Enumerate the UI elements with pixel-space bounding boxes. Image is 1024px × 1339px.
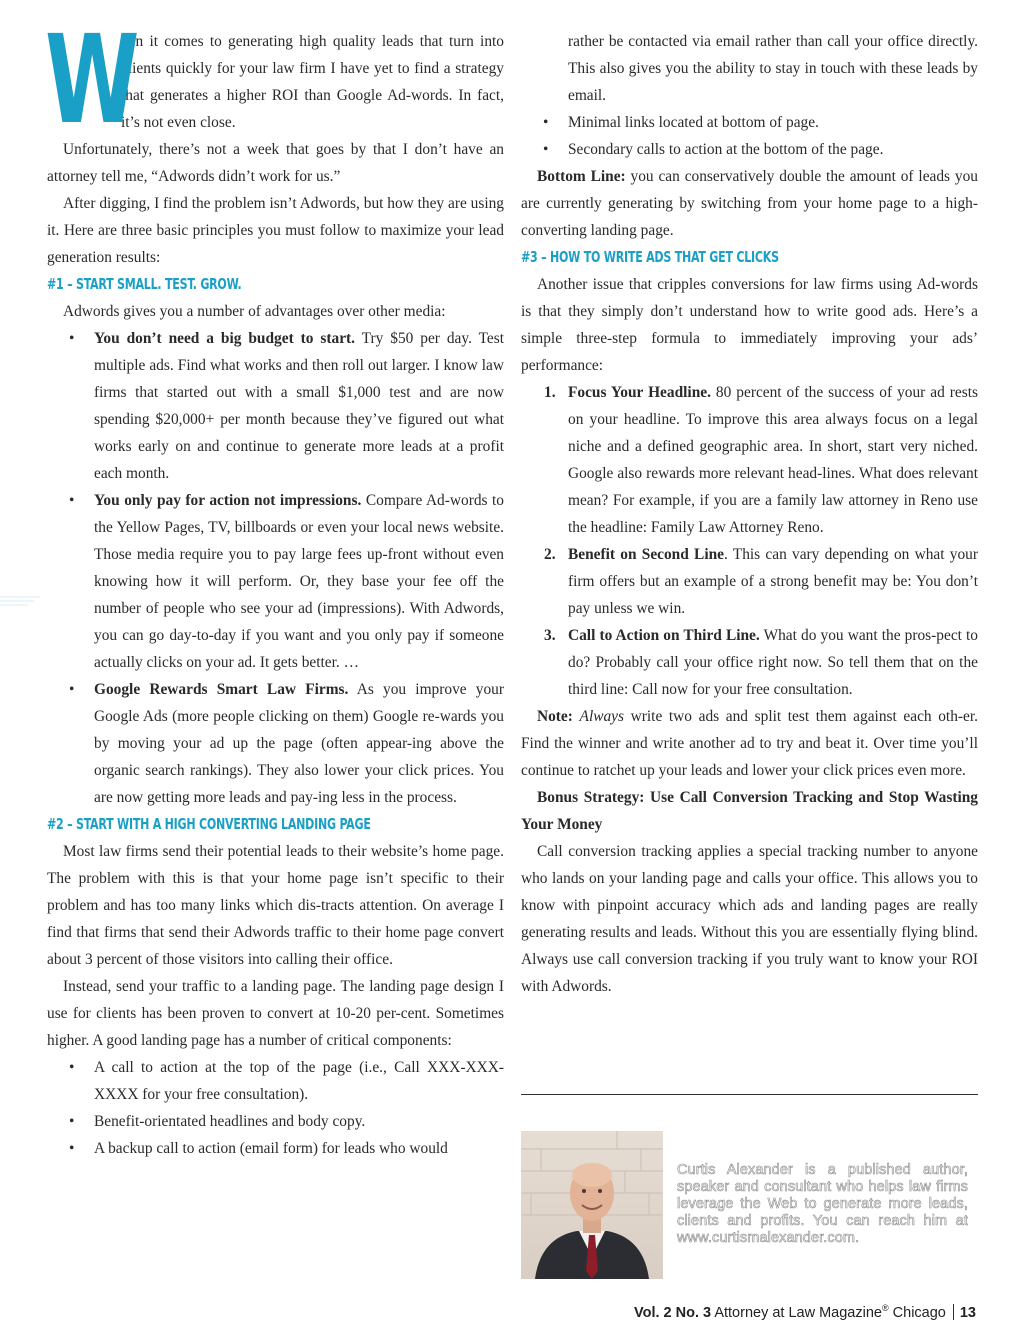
author-portrait-graphic [521,1131,663,1279]
body-paragraph: Call conversion tracking applies a special tracking number to anyone who lands on your landing page and calls your office. This allows you to know with pinpoint accuracy which ads and landing pages are really generating results and leads. Without this you are essentially flying blind. Always use call conversion tracking if you truly want to know your ROI with Adwords. [521,843,978,995]
magazine-city: Chicago [888,1304,946,1321]
body-paragraph: Instead, send your traffic to a landing page. The landing page design I use for clients has been proven to convert at 10-20 per-cent. Sometimes higher. A good landing page has a number of critical components: [47,978,504,1049]
list-item [47,325,504,487]
bonus-heading [521,784,978,838]
list-item-continued: rather be contacted via email rather than call your office directly. This also gives you the ability to stay in touch with these leads by email. [568,33,978,104]
list-item: • A call to action at the top of the page (i.e., Call XXX-XXX-XXXX for your free consultation). [47,1054,504,1108]
body-paragraph: Another issue that cripples conversions for law firms using Ad-words is that they simply don’t understand how to write good ads. Here’s a simple three-step formula to immediately improving your ads’ performance: [521,276,978,374]
list-item-bold: Google Rewards Smart Law Firms. [94,681,349,698]
bonus-heading-text: Bonus Strategy: Use Call Conversion Tracking and Stop Wasting Your Money [521,789,978,833]
step-bold: Focus Your Headline. [568,384,711,401]
section-heading: #3 – HOW TO WRITE ADS THAT GET CLICKS [521,248,779,266]
author-bio: Curtis Alexander is a published author, speaker and consultant who helps law firms leverage the Web to generate more leads, clients and profits. You can reach him at www.curtismalexander.com. [677,1162,968,1246]
list-item [521,379,978,541]
list-item-text: Compare Ad-words to the Yellow Pages, TV, billboards or even your local news website. Those media require you to pay large fees up-front without even knowing how it will perform. Or, they base your fee off the number of people who see your ad (impressions). With Adwords, you can go day-to-day if you want and you only pay if someone actually clicks on your ad. It gets better. … [94,492,504,671]
components-list-continued [521,109,978,163]
list-item: • Minimal links located at bottom of page. [521,109,978,136]
list-item: • A backup call to action (email form) for leads who would [47,1135,504,1162]
intro-paragraph: Unfortunately, there’s not a week that goes by that I don’t have an attorney tell me, “Adwords didn’t work for us.” [47,141,504,185]
step-text: 80 percent of the success of your ad rests on your headline. To improve this area always focus on a legal niche and a defined geographic area. In short, start very niched. Google also rewards more relevant head-lines. What does relevant mean? For example, if you are a family law attorney in Reno use the headline: Family Law Attorney Reno. [568,384,978,536]
bottom-line-text: you can conservatively double the amount of leads you are currently generating by switching from your home page to a high-converting landing page. [521,168,978,239]
step-number: 1. [544,384,556,401]
intro-paragraph: hen it comes to generating high quality leads that turn into clients quickly for your law firm I have yet to find a strategy that generates a higher ROI than Google Ad-words. In fact, it’s not even close. [121,33,504,131]
page-number: 13 [959,1304,976,1321]
step-text: What do you want the pros-pect to do? Probably call your office right now. So tell them that on the third line: Call now for your free consultation. [568,627,979,698]
list-item-bold: You don’t need a big budget to start. [94,330,355,347]
list-item [521,541,978,622]
section-heading: #2 – START WITH A HIGH CONVERTING LANDING PAGE [47,815,371,833]
list-item: • Benefit-orientated headlines and body copy. [47,1108,504,1135]
edge-decoration [0,594,40,608]
steps-list [521,379,978,703]
step-bold: Benefit on Second Line [568,546,724,563]
footer-separator [953,1304,954,1320]
intro-paragraph: After digging, I find the problem isn’t Adwords, but how they are using it. Here are three basic principles you must follow to maximize your lead generation results: [47,195,504,266]
author-photo [521,1131,663,1279]
body-paragraph: Most law firms send their potential leads to their website’s home page. The problem with this is that your home page isn’t specific to their problem and has too many links which dis-tracts attention. On average I find that firms that send their Adwords traffic to their home page convert about 3 percent of those visitors into calling their office. [47,843,504,968]
note-emphasis: Always [579,708,625,725]
list-item: • Secondary calls to action at the bottom of the page. [521,136,978,163]
note-paragraph [521,703,978,784]
advantages-list [47,325,504,811]
note-label: Note: [537,708,573,725]
list-item [47,487,504,676]
step-text: . This can vary depending on what your firm offers but an example of a strong benefit may be: You don’t pay unless we win. [568,546,978,617]
step-number: 3. [544,627,556,644]
right-column [521,28,978,1000]
magazine-name: Attorney at Law Magazine [711,1304,882,1321]
list-item-bold: You only pay for action not impressions. [94,492,362,509]
note-text: write two ads and split test them against each oth-er. Find the winner and write another ad to try and beat it. Over time you’ll continue to ratchet up your leads and lower your click prices even more. [521,708,978,779]
registered-mark: ® [881,1303,889,1313]
step-bold: Call to Action on Third Line. [568,627,760,644]
divider [521,1094,978,1095]
bottom-line-label: Bottom Line: [537,168,626,185]
list-item [521,622,978,703]
page-footer [634,1303,976,1321]
list-item [47,676,504,811]
section-heading: #1 – START SMALL. TEST. GROW. [47,275,242,293]
drop-cap: W [45,9,140,151]
bottom-line-paragraph [521,163,978,244]
list-item-text: As you improve your Google Ads (more people clicking on them) Google re-wards you by moving your ad up the page (often appear-ing above the organic search rankings). They also lower your click prices. You are now getting more leads and pay-ing less in the process. [94,681,505,806]
step-number: 2. [544,546,556,563]
components-list [47,1054,504,1162]
left-column [45,9,505,1162]
list-item-text: Try $50 per day. Test multiple ads. Find what works and then roll out larger. I know law firms that started out with a small $1,000 test and are now spending $20,000+ per month because they’ve figured out what works early on and continue to generate more leads at a profit each month. [94,330,504,482]
section-lead: Adwords gives you a number of advantages over other media: [63,303,446,320]
issue-volume: Vol. 2 No. 3 [634,1304,712,1321]
